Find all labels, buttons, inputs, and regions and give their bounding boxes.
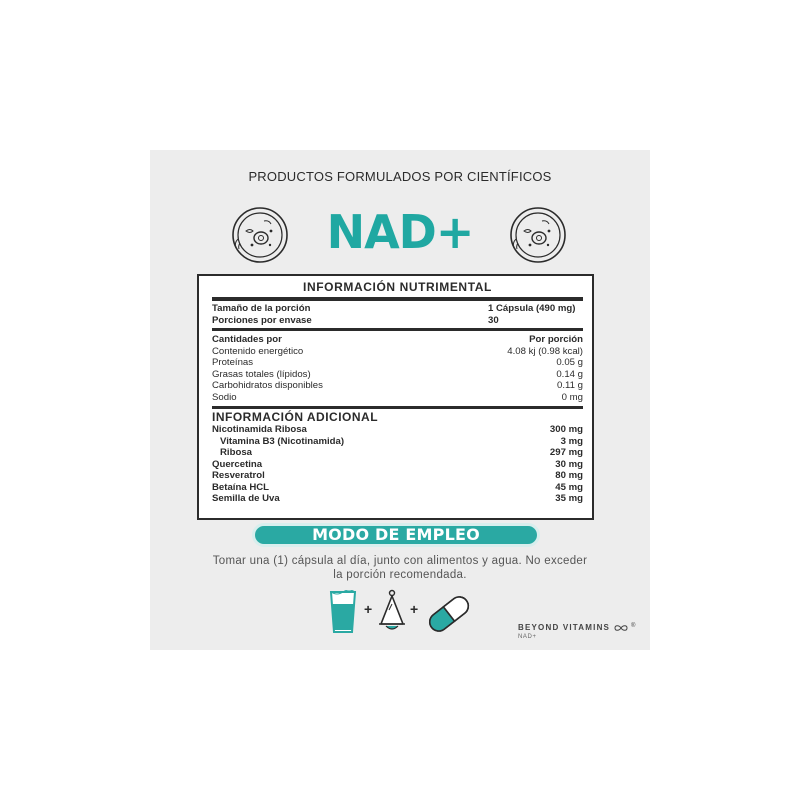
- nutrient-value: 0.11 g: [557, 380, 583, 391]
- water-glass-icon: [328, 590, 358, 634]
- infinity-icon: [614, 624, 628, 632]
- usage-title-badge: MODO DE EMPLEO: [252, 523, 540, 547]
- nutrient-label: Proteínas: [212, 357, 254, 368]
- ingredient-label: Nicotinamida Ribosa: [212, 424, 307, 435]
- tagline: PRODUCTOS FORMULADOS POR CIENTÍFICOS: [248, 169, 552, 184]
- nutrient-label: Contenido energético: [212, 345, 304, 357]
- nutrient-value: 4.08 kj (0.98 kcal): [507, 345, 583, 357]
- servings-label: Porciones por envase: [212, 314, 312, 326]
- nutrient-list: [212, 331, 583, 409]
- serving-size-label: Tamaño de la porción: [212, 303, 311, 314]
- ingredient-row: [212, 493, 583, 505]
- ingredient-label: Quercetina: [212, 458, 263, 470]
- ingredient-label: Ribosa: [220, 447, 252, 458]
- product-name: NAD+: [326, 205, 474, 259]
- serving-size-row: [212, 303, 583, 315]
- capsule-icon: [424, 594, 474, 634]
- hero: [150, 200, 650, 260]
- ingredient-row: [212, 482, 583, 494]
- ingredient-value: 3 mg: [560, 435, 583, 447]
- nutrient-value: 0 mg: [561, 391, 583, 403]
- ingredient-row: [212, 436, 583, 448]
- plus-sign: +: [364, 601, 373, 617]
- nutrient-value: 0.14 g: [556, 368, 583, 380]
- nutrient-value: 0.05 g: [556, 357, 583, 368]
- ingredient-value: 30 mg: [555, 458, 583, 470]
- ingredient-value: 80 mg: [555, 470, 583, 481]
- nutrient-header-row: [212, 334, 583, 346]
- per-serving-label: Por porción: [529, 334, 583, 345]
- brand-logo: [518, 623, 637, 632]
- additional-title: INFORMACIÓN ADICIONAL: [212, 410, 379, 424]
- ingredient-value: 300 mg: [549, 424, 583, 435]
- ingredient-row: [212, 447, 583, 459]
- cell-icon: [508, 205, 568, 265]
- ingredient-label: Resveratrol: [212, 470, 265, 481]
- brand-name: BEYOND VITAMINS: [518, 623, 611, 632]
- ingredient-label: Semilla de Uva: [212, 493, 280, 504]
- food-bell-icon: [378, 588, 406, 634]
- serving-size-value: 1 Cápsula (490 mg): [488, 303, 576, 314]
- brand-subtitle: NAD+: [518, 634, 537, 640]
- usage-instructions: Tomar una (1) cápsula al día, junto con alimentos y agua. No exceder la porción recomendada.: [212, 555, 588, 581]
- nutrient-row: [212, 380, 583, 392]
- nutrition-facts-table: [197, 274, 594, 520]
- ingredient-row: [212, 424, 583, 436]
- nutrition-title: INFORMACIÓN NUTRIMENTAL: [212, 280, 583, 301]
- additional-info: [212, 409, 583, 505]
- nutrient-row: [212, 357, 583, 369]
- servings-row: [212, 315, 583, 327]
- registered-mark: ®: [630, 623, 637, 629]
- ingredient-label: Vitamina B3 (Nicotinamida): [220, 435, 345, 447]
- nutrient-row: [212, 346, 583, 358]
- ingredient-row: [212, 459, 583, 471]
- serving-info: [212, 301, 583, 331]
- servings-value: 30: [488, 314, 499, 326]
- nutrient-row: [212, 369, 583, 381]
- nutrient-label: Sodio: [212, 391, 237, 403]
- plus-sign: +: [410, 601, 419, 617]
- cell-icon: [230, 205, 290, 265]
- nutrient-label: Carbohidratos disponibles: [212, 380, 323, 391]
- ingredient-value: 297 mg: [549, 447, 583, 458]
- ingredient-label: Betaína HCL: [212, 481, 270, 493]
- product-panel: [150, 150, 650, 650]
- amounts-label: Cantidades por: [212, 334, 282, 345]
- ingredient-value: 35 mg: [555, 493, 583, 504]
- usage-steps: [328, 586, 478, 638]
- nutrient-row: [212, 392, 583, 404]
- ingredient-row: [212, 470, 583, 482]
- ingredient-value: 45 mg: [555, 481, 583, 493]
- nutrient-label: Grasas totales (lípidos): [212, 368, 311, 380]
